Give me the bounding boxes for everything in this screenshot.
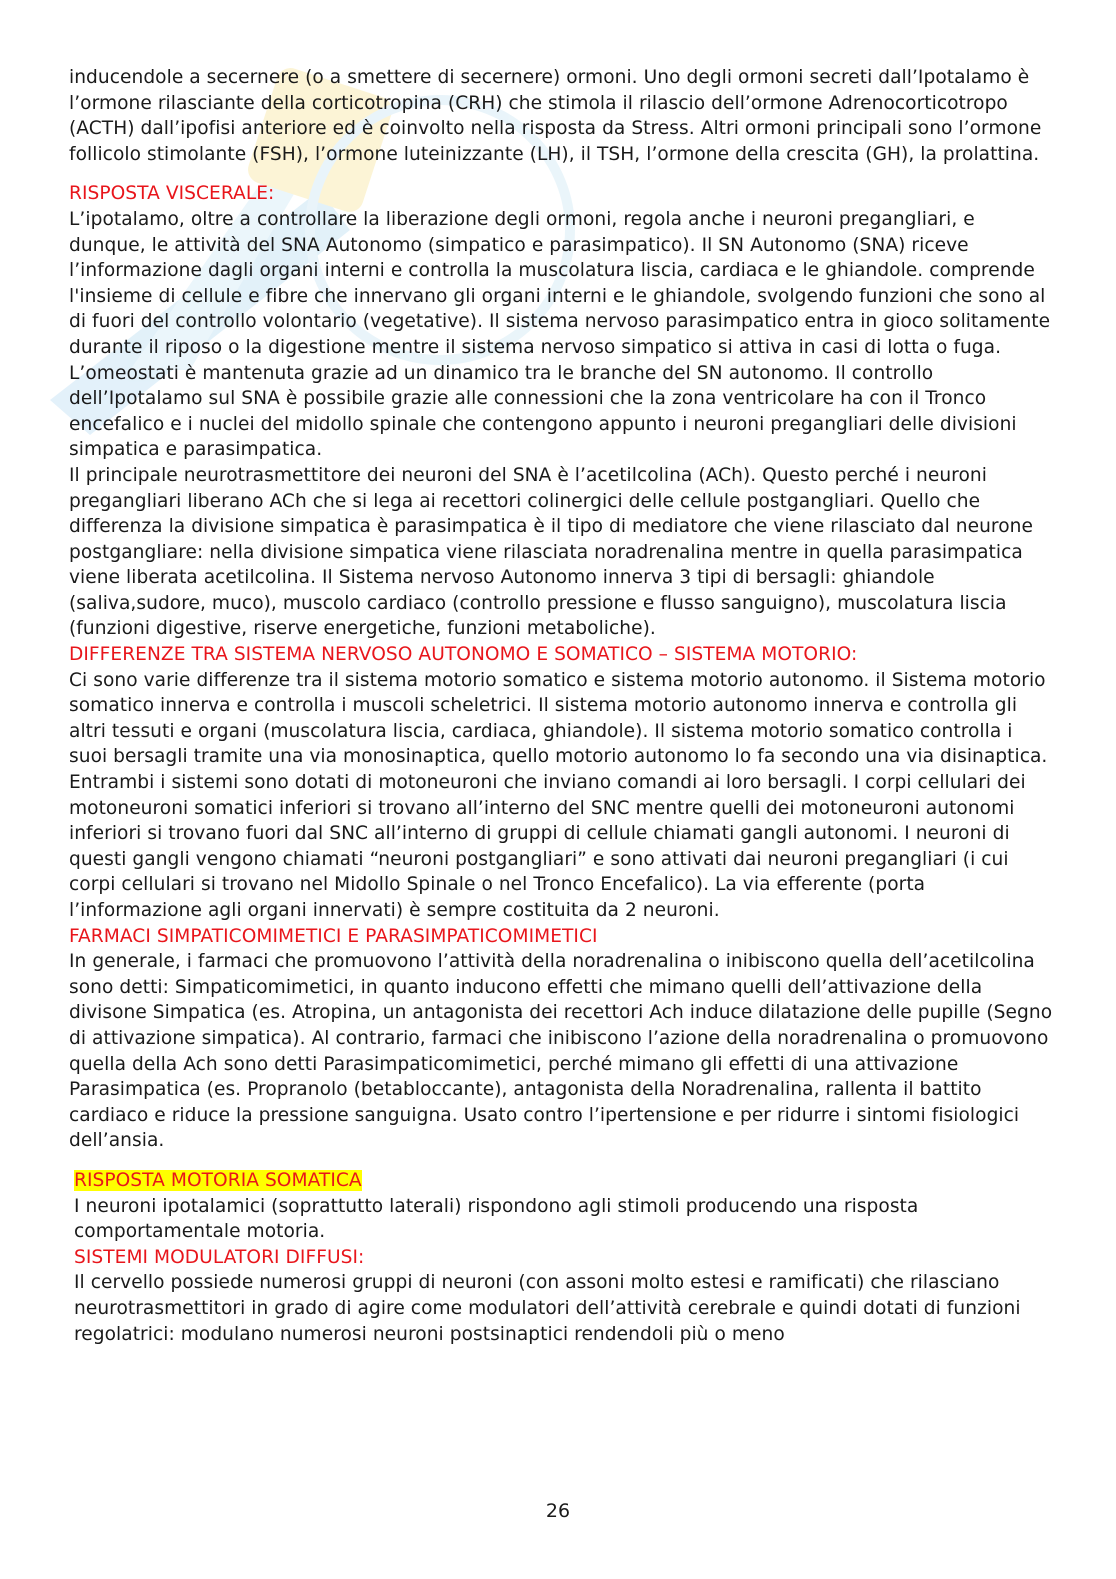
document-body: [69, 65, 1054, 1347]
heading-risposta-motoria: [74, 1168, 1054, 1194]
highlighted-heading-text: RISPOSTA MOTORIA SOMATICA: [74, 1169, 362, 1191]
paragraph-viscerale-1: L’ipotalamo, oltre a controllare la liberazione degli ormoni, regola anche i neuroni pregangliari, e dunque, le attività del SNA Autonomo (simpatico e parasimpatico). Il SN Autonomo (SNA) riceve l’informazione dagli organi interni e controlla la muscolatura liscia, cardiaca e le ghiandole. comprende l'insieme di cellule e fibre che innervano gli organi interni e le ghiandole, svolgendo funzioni che sono al di fuori del controllo volontario (vegetative). Il sistema nervoso parasimpatico entra in gioco solitamente durante il riposo o la digestione mentre il sistema nervoso simpatico si attiva in casi di lotta o fuga. L’omeostati è mantenuta grazie ad un dinamico tra le branche del SN autonomo. Il controllo dell’Ipotalamo sul SNA è possibile grazie alle connessioni che la zona ventricolare ha con il Tronco encefalico e i nuclei del midollo spinale che contengono appunto i neuroni pregangliari delle divisioni simpatica e parasimpatica.: [69, 208, 1051, 461]
paragraph-farmaci: In generale, i farmaci che promuovono l’attività della noradrenalina o inibiscono quella dell’acetilcolina sono detti: Simpaticomimetici, in quanto inducono effetti che mimano quelli dell’attivazione della divisone Simpatica (es. Atropina, un antagonista dei recettori Ach induce dilatazione delle pupille (Segno di attivazione simpatica). Al contrario, farmaci che inibiscono l’azione della noradrenalina o promuovono quella della Ach sono detti Parasimpaticomimetici, perché mimano gli effetti di una attivazione Parasimpatica (es. Propranolo (betabloccante), antagonista della Noradrenalina, rallenta il battito cardiaco e riduce la pressione sanguigna. Usato contro l’ipertensione e per ridurre i sintomi fisiologici dell’ansia.: [69, 951, 1053, 1152]
paragraph-modulatori: Il cervello possiede numerosi gruppi di neuroni (con assoni molto estesi e ramificati) che rilasciano neurotrasmettitori in grado di agire come modulatori dell’attività cerebrale e quindi dotati di funzioni regolatrici: modulano numerosi neuroni postsinaptici rendendoli più o meno: [74, 1272, 1021, 1345]
section-risposta-motoria: [69, 1168, 1054, 1347]
heading-farmaci: FARMACI SIMPATICOMIMETICI E PARASIMPATICOMIMETICI: [69, 925, 598, 947]
heading-sistemi-modulatori: SISTEMI MODULATORI DIFFUSI:: [74, 1246, 365, 1268]
heading-risposta-viscerale: RISPOSTA VISCERALE:: [69, 183, 275, 205]
paragraph-motoria: I neuroni ipotalamici (soprattutto laterali) rispondono agli stimoli producendo una risposta comportamentale motoria.: [74, 1195, 919, 1243]
paragraph-differenze: Ci sono varie differenze tra il sistema motorio somatico e sistema motorio autonomo. il Sistema motorio somatico innerva e controlla i muscoli scheletrici. Il sistema motorio autonomo innerva e controlla gli altri tessuti e organi (muscolatura liscia, cardiaca, ghiandole). Il sistema motorio somatico controlla i suoi bersagli tramite una via monosinaptica, quello motorio autonomo lo fa secondo una via disinaptica. Entrambi i sistemi sono dotati di motoneuroni che inviano comandi ai loro bersagli. I corpi cellulari dei motoneuroni somatici inferiori si trovano all’interno del SNC mentre quelli dei motoneuroni autonomi inferiori si trovano fuori dal SNC all’interno di gruppi di cellule chiamati gangli autonomi. I neuroni di questi gangli vengono chiamati “neuroni postgangliari” e sono attivati dai neuroni pregangliari (i cui corpi cellulari si trovano nel Midollo Spinale o nel Tronco Encefalico). La via efferente (porta l’informazione agli organi innervati) è sempre costituita da 2 neuroni.: [69, 669, 1048, 921]
heading-differenze: DIFFERENZE TRA SISTEMA NERVOSO AUTONOMO E SOMATICO – SISTEMA MOTORIO:: [69, 644, 858, 666]
paragraph-viscerale-2: Il principale neurotrasmettitore dei neuroni del SNA è l’acetilcolina (ACh). Questo perché i neuroni pregangliari liberano ACh che si lega ai recettori colinergici delle cellule postgangliari. Quello che differenza la divisione simpatica è parasimpatica è il tipo di mediatore che viene rilasciato dal neurone postgangliare: nella divisione simpatica viene rilasciata noradrenalina mentre in quella parasimpatica viene liberata acetilcolina. Il Sistema nervoso Autonomo innerva 3 tipi di bersagli: ghiandole (saliva,sudore, muco), muscolo cardiaco (controllo pressione e flusso sanguigno), muscolatura liscia (funzioni digestive, riserve energetiche, funzioni metaboliche).: [69, 464, 1033, 640]
paragraph-intro: inducendole a secernere (o a smettere di secernere) ormoni. Uno degli ormoni secreti dall’Ipotalamo è l’ormone rilasciante della corticotropina (CRH) che stimola il rilascio dell’ormone Adrenocorticotropo (ACTH) dall’ipofisi anteriore ed è coinvolto nella risposta da Stress. Altri ormoni principali sono l’ormone follicolo stimolante (FSH), l’ormone luteinizzante (LH), il TSH, l’ormone della crescita (GH), la prolattina.: [69, 67, 1042, 165]
page-number: 26: [545, 1500, 571, 1522]
